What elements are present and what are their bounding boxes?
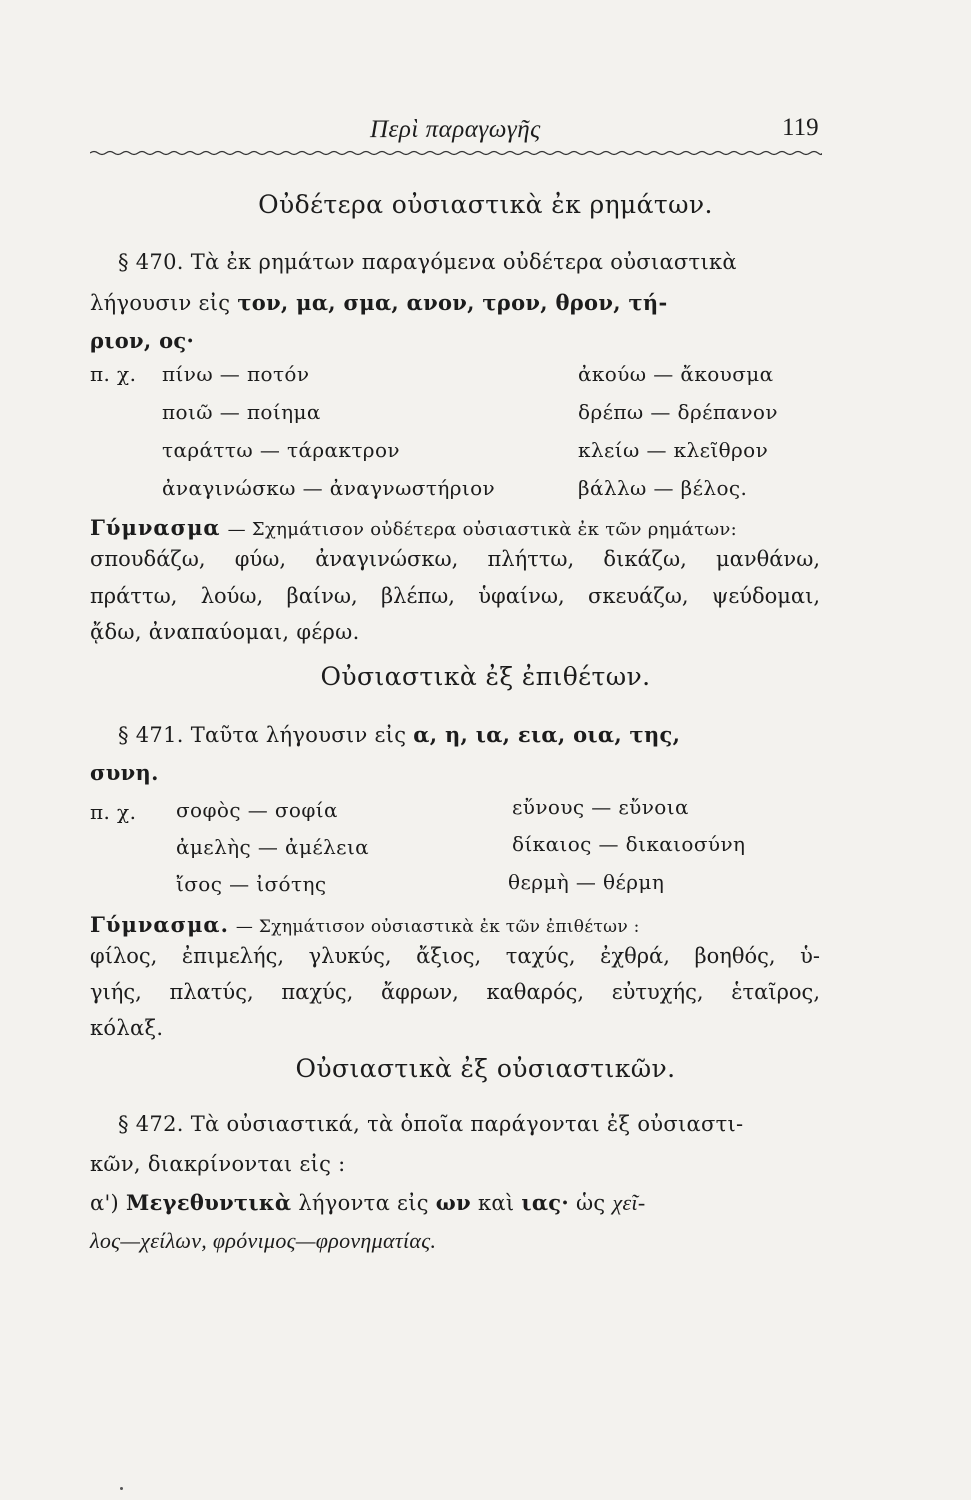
paragraph-470-line: § 470. Τὰ ἐκ ρημάτων παραγόμενα οὐδέτερα οὐσιαστικὰ	[118, 250, 737, 274]
example-label: π. χ.	[90, 800, 137, 824]
exercise-line: ᾄδω, ἀναπαύομαι, φέρω.	[90, 620, 360, 644]
endings-bold: τον, μα, σμα, ανον, τρον, θρον, τή-	[237, 290, 668, 315]
paragraph-472-line: § 472. Τὰ οὐσιαστικά, τὰ ὁποῖα παράγονται ἐξ οὐσιαστι-	[118, 1112, 744, 1136]
example-right: βάλλω — βέλος.	[578, 476, 748, 500]
section-heading-adjectives: Οὐσιαστικὰ ἐξ ἐπιθέτων.	[320, 662, 651, 691]
paragraph-472-line: κῶν, διακρίνονται εἰς :	[90, 1152, 346, 1176]
paragraph-471-line: συνη.	[90, 760, 159, 785]
example-left: ἀναγινώσκω — ἀναγνωστήριον	[162, 476, 496, 500]
example-right: εὔνους — εὔνοια	[512, 795, 689, 819]
exercise-intro: Γύμνασμα — Σχημάτισον οὐδέτερα οὐσιαστικὰ ἐκ τῶν ρημάτων:	[90, 515, 737, 540]
exercise-intro: Γύμνασμα. — Σχημάτισον οὐσιαστικὰ ἐκ τῶν ἐπιθέτων :	[90, 912, 640, 937]
example-right: θερμὴ — θέρμη	[508, 870, 665, 894]
example-right: δρέπω — δρέπανον	[578, 400, 778, 424]
example-right: κλείω — κλεῖθρον	[578, 438, 769, 462]
page-number: 119	[782, 114, 819, 141]
endings-bold: α, η, ια, εια, οια, της,	[413, 722, 681, 747]
wavy-rule	[90, 150, 822, 156]
paragraph-470-line: λήγουσιν εἰς τον, μα, σμα, ανον, τρον, θρον, τή-	[90, 290, 668, 315]
list-item-continuation: λος—χείλων, φρόνιμος—φρονηματίας.	[90, 1228, 437, 1253]
exercise-line: κόλαξ.	[90, 1016, 164, 1040]
exercise-line: σπουδάζω, φύω, ἀναγινώσκω, πλήττω, δικάζω, μανθάνω,	[90, 547, 820, 571]
print-speck	[120, 1487, 123, 1490]
paragraph-471-line: § 471. Ταῦτα λήγουσιν εἰς α, η, ια, εια, οια, της,	[118, 722, 681, 747]
example-left: ἀμελὴς — ἀμέλεια	[176, 835, 370, 859]
example-right: ἀκούω — ἄκουσμα	[578, 362, 774, 386]
example-left: ταράττω — τάρακτρον	[162, 438, 400, 462]
example-left: σοφὸς — σοφία	[176, 798, 338, 822]
exercise-line: γιής, πλατύς, παχύς, ἄφρων, καθαρός, εὐτυχής, ἑταῖρος,	[90, 980, 820, 1004]
section-heading-nouns: Οὐσιαστικὰ ἐξ οὐσιαστικῶν.	[295, 1054, 676, 1083]
exercise-line: φίλος, ἐπιμελής, γλυκύς, ἄξιος, ταχύς, ἐχθρά, βοηθός, ὑ-	[90, 944, 820, 968]
example-left: ποιῶ — ποίημα	[162, 400, 321, 424]
example-left: πίνω — ποτόν	[162, 362, 310, 386]
running-head: Περὶ παραγωγῆς	[370, 116, 541, 143]
section-heading-verbs: Οὐδέτερα οὐσιαστικὰ ἐκ ρημάτων.	[258, 190, 713, 219]
paragraph-470-line: ριον, ος·	[90, 328, 195, 353]
list-item: α') Μεγεθυντικὰ λήγοντα εἰς ων καὶ ιας· ὡς χεῖ-	[90, 1190, 646, 1215]
exercise-line: πράττω, λούω, βαίνω, βλέπω, ὑφαίνω, σκευάζω, ψεύδομαι,	[90, 584, 820, 608]
example-label: π. χ.	[90, 362, 137, 386]
example-right: δίκαιος — δικαιοσύνη	[512, 832, 746, 856]
term-bold: Μεγεθυντικὰ	[126, 1190, 292, 1215]
example-left: ἴσος — ἰσότης	[176, 872, 327, 896]
